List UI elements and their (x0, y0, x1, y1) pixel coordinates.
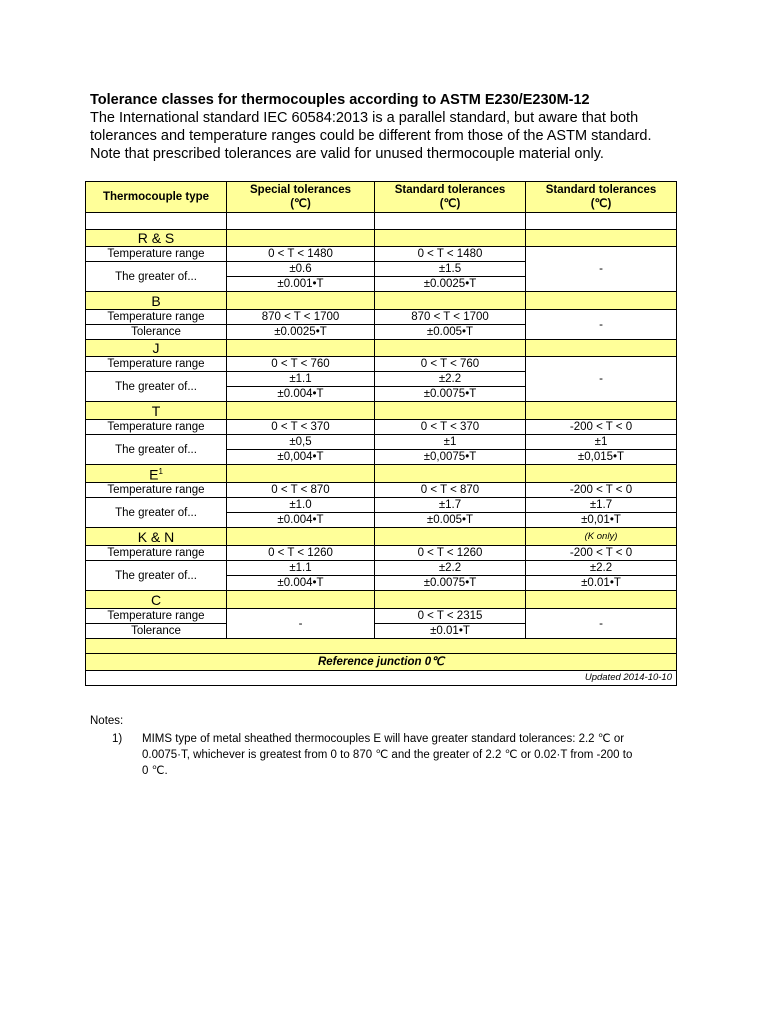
cell: ±1.5 (375, 262, 526, 277)
cell: 0 < T < 370 (375, 420, 526, 435)
cell: ±1.7 (526, 498, 677, 513)
row-label: Temperature range (86, 420, 227, 435)
group-name: R & S (86, 230, 227, 247)
cell: - (526, 357, 677, 402)
table-row (86, 609, 677, 624)
row-label: Temperature range (86, 247, 227, 262)
cell: ±0.0075•T (375, 387, 526, 402)
reference-row (86, 654, 677, 671)
cell: 0 < T < 1260 (227, 546, 375, 561)
cell: ±2.2 (375, 561, 526, 576)
cell: 0 < T < 870 (375, 483, 526, 498)
cell: ±0.005•T (375, 325, 526, 340)
row-label: Temperature range (86, 310, 227, 325)
cell: ±0.004•T (227, 387, 375, 402)
notes-heading: Notes: (90, 715, 124, 727)
cell: ±0.0075•T (375, 576, 526, 591)
cell: ±0,004•T (227, 450, 375, 465)
cell: ±0.01•T (375, 624, 526, 639)
cell: ±1.1 (227, 561, 375, 576)
cell: 0 < T < 370 (227, 420, 375, 435)
cell: 0 < T < 1480 (375, 247, 526, 262)
table-row (86, 435, 677, 450)
row-label: Temperature range (86, 357, 227, 372)
cell: ±1 (375, 435, 526, 450)
cell: - (526, 310, 677, 340)
cell: ±2.2 (526, 561, 677, 576)
table-row (86, 483, 677, 498)
cell: ±0,0075•T (375, 450, 526, 465)
row-label: Temperature range (86, 483, 227, 498)
cell: ±0.004•T (227, 576, 375, 591)
cell: ±1.1 (227, 372, 375, 387)
cell: ±0.6 (227, 262, 375, 277)
group-name: T (86, 402, 227, 420)
header-special-tolerances: Special tolerances (℃) (227, 182, 375, 213)
note-line: 0 ℃. (142, 765, 168, 777)
header-thermocouple-type: Thermocouple type (86, 182, 227, 213)
spacer-row (86, 213, 677, 230)
cell: 870 < T < 1700 (227, 310, 375, 325)
table-row (86, 357, 677, 372)
intro-line-1: The International standard IEC 60584:2013 is a parallel standard, but aware that both (90, 110, 639, 126)
intro-line-2: tolerances and temperature ranges could be different from those of the ASTM standard. (90, 128, 652, 144)
updated-row (86, 671, 677, 686)
group-row-b (86, 292, 677, 310)
cell: ±0.01•T (526, 576, 677, 591)
cell: - (526, 609, 677, 639)
cell: ±0,015•T (526, 450, 677, 465)
table-row (86, 310, 677, 325)
group-row-c (86, 591, 677, 609)
cell: ±1.0 (227, 498, 375, 513)
reference-junction: Reference junction 0℃ (86, 654, 677, 671)
row-label: The greater of... (86, 262, 227, 292)
row-label: Tolerance (86, 325, 227, 340)
cell: ±0.001•T (227, 277, 375, 292)
table-row (86, 247, 677, 262)
cell: 870 < T < 1700 (375, 310, 526, 325)
cell: 0 < T < 760 (375, 357, 526, 372)
note-line: 0.0075·T, whichever is greatest from 0 to 870 ℃ and the greater of 2.2 ℃ or 0.02·T from -200 to (142, 749, 633, 761)
cell: 0 < T < 870 (227, 483, 375, 498)
group-row-kn (86, 528, 677, 546)
table-row (86, 420, 677, 435)
note-line: MIMS type of metal sheathed thermocouples E will have greater standard tolerances: 2.2 ℃ or (142, 733, 625, 745)
group-name: J (86, 340, 227, 357)
table-row (86, 561, 677, 576)
cell: 0 < T < 760 (227, 357, 375, 372)
header-standard-tolerances-extended: Standard tolerances (℃) (526, 182, 677, 213)
row-label: Temperature range (86, 546, 227, 561)
group-name: B (86, 292, 227, 310)
group-name: K & N (86, 528, 227, 546)
intro-line-3: Note that prescribed tolerances are valid for unused thermocouple material only. (90, 146, 604, 162)
row-label: Tolerance (86, 624, 227, 639)
cell: ±0.004•T (227, 513, 375, 528)
group-name: $E^1$ (86, 465, 227, 483)
cell: ±0,5 (227, 435, 375, 450)
group-row-rs (86, 230, 677, 247)
group-row-t (86, 402, 677, 420)
table-header-row (86, 182, 677, 213)
row-label: The greater of... (86, 372, 227, 402)
spacer-row (86, 639, 677, 654)
cell: ±2.2 (375, 372, 526, 387)
cell: 0 < T < 2315 (375, 609, 526, 624)
row-label: The greater of... (86, 498, 227, 528)
document-title: Tolerance classes for thermocouples according to ASTM E230/E230M-12 (90, 92, 590, 108)
cell: - (526, 247, 677, 292)
group-name: C (86, 591, 227, 609)
cell: - (227, 609, 375, 639)
cell: -200 < T < 0 (526, 546, 677, 561)
cell: ±0.0025•T (375, 277, 526, 292)
table-row (86, 546, 677, 561)
cell: ±0,01•T (526, 513, 677, 528)
cell: -200 < T < 0 (526, 483, 677, 498)
cell: ±0.005•T (375, 513, 526, 528)
tolerance-table (85, 181, 677, 686)
cell: 0 < T < 1260 (375, 546, 526, 561)
updated-date: Updated 2014-10-10 (86, 671, 677, 686)
table-row (86, 498, 677, 513)
cell: ±1 (526, 435, 677, 450)
row-label: The greater of... (86, 561, 227, 591)
cell: ±1.7 (375, 498, 526, 513)
note-text (142, 731, 687, 779)
group-row-j (86, 340, 677, 357)
row-label: Temperature range (86, 609, 227, 624)
cell: 0 < T < 1480 (227, 247, 375, 262)
footnote-marker: 1 (158, 467, 163, 477)
row-label: The greater of... (86, 435, 227, 465)
cell: ±0.0025•T (227, 325, 375, 340)
k-only-note: (K only) (526, 528, 677, 546)
group-row-e (86, 465, 677, 483)
cell: -200 < T < 0 (526, 420, 677, 435)
header-standard-tolerances: Standard tolerances (℃) (375, 182, 526, 213)
note-number: 1) (112, 733, 123, 745)
